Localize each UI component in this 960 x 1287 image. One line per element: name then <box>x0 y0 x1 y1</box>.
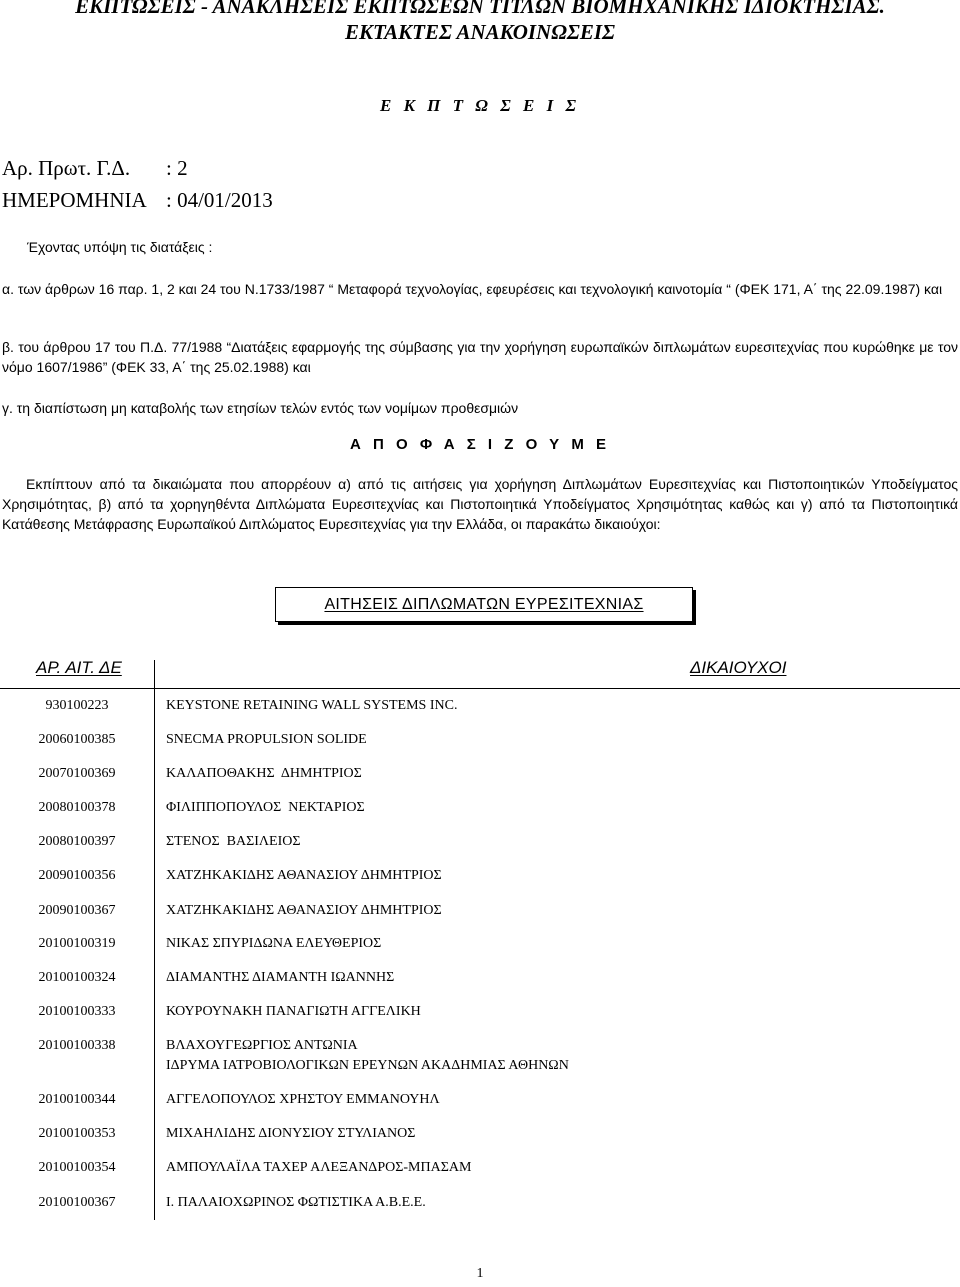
ruling-paragraph: Εκπίπτουν από τα δικαιώματα που απορρέουν α) από τις αιτήσεις για χορήγηση Διπλωμάτων Ευρεσιτεχνίας και Πιστοποιητικών Υποδείγματος Χρησιμότητας, β) από τα χορηγηθέντα Διπλώματα Ευρεσιτεχνίας και Πιστοποιητικά Υποδείγματος Χρησιμότητας καθώς και γ) από τα Πιστοποιητικά Κατάθεσης Μετάφρασης Ευρωπαϊκού Διπλώματος Ευρεσιτεχνίας για την Ελλάδα, οι παρακάτω δικαιούχοι: <box>2 476 958 532</box>
table-row-number: 20080100397 <box>38 834 116 849</box>
table-row-holder: ΑΓΓΕΛΟΠΟΥΛΟΣ ΧΡΗΣΤΟΥ ΕΜΜΑΝΟΥΗΛ <box>166 1092 440 1107</box>
table-row-number: 20100100333 <box>38 1004 116 1019</box>
table-row-holder: ΦΙΛΙΠΠΟΠΟΥΛΟΣ ΝΕΚΤΑΡΙΟΣ <box>166 800 365 815</box>
column-header-holders: ΔΙΚΑΙΟΥΧΟΙ <box>690 658 787 677</box>
table-row-holder: ΚΑΛΑΠΟΘΑΚΗΣ ΔΗΜΗΤΡΙΟΣ <box>166 766 362 781</box>
table-row-number: 20100100367 <box>38 1195 116 1210</box>
table-row-holder: SNECMA PROPULSION SOLIDE <box>166 732 367 747</box>
date-label: ΗΜΕΡΟΜΗΝΙΑ <box>2 188 147 212</box>
header-title-line2: ΕΚΤΑΚΤΕΣ ΑΝΑΚΟΙΝΩΣΕΙΣ <box>344 20 616 44</box>
protocol-label: Αρ. Πρωτ. Γ.Δ. <box>2 156 131 180</box>
section-heading: Ε Κ Π Τ Ω Σ Ε Ι Σ <box>380 96 580 115</box>
table-row-number: 20070100369 <box>38 766 116 781</box>
table-row-holder: ΧΑΤΖΗΚΑΚΙΔΗΣ ΑΘΑΝΑΣΙΟΥ ΔΗΜΗΤΡΙΟΣ <box>166 868 442 883</box>
considering-line: Έχοντας υπόψη τις διατάξεις : <box>27 239 213 255</box>
table-row-number: 20100100338 <box>38 1038 116 1053</box>
table-row-number: 20100100344 <box>38 1092 116 1107</box>
table-row-number: 20100100354 <box>38 1160 116 1175</box>
table-row-number: 20100100353 <box>38 1126 116 1141</box>
table-row-holder: ΧΑΤΖΗΚΑΚΙΔΗΣ ΑΘΑΝΑΣΙΟΥ ΔΗΜΗΤΡΙΟΣ <box>166 903 442 918</box>
table-row-holder: ΑΜΠΟΥΛΑΪΛΑ ΤΑΧΕΡ ΑΛΕΞΑΝΔΡΟΣ-ΜΠΑΣΑΜ <box>166 1160 472 1175</box>
table-row-holder-secondary: ΙΔΡΥΜΑ ΙΑΤΡΟΒΙΟΛΟΓΙΚΩΝ ΕΡΕΥΝΩΝ ΑΚΑΔΗΜΙΑΣ ΑΘΗΝΩΝ <box>166 1058 569 1073</box>
table-row-holder: ΒΛΑΧΟΥΓΕΩΡΓΙΟΣ ΑΝΤΩΝΙΑ <box>166 1038 358 1053</box>
paragraph-c: γ. τη διαπίστωση μη καταβολής των ετησίων τελών εντός των νομίμων προθεσμιών <box>2 400 519 416</box>
protocol-number <box>2 156 188 180</box>
page-number: 1 <box>476 1266 484 1281</box>
table-row-number: 20080100378 <box>38 800 116 815</box>
column-header-number: ΑΡ. ΑΙΤ. ΔΕ <box>36 658 122 677</box>
paragraph-a: α. των άρθρων 16 παρ. 1, 2 και 24 του Ν.1733/1987 “ Μεταφορά τεχνολογίας, εφευρέσεις και τεχνολογική καινοτομία “ (ΦΕΚ 171, Α΄ της 22.09.1987) και <box>2 281 943 297</box>
table-row-number: 20090100367 <box>38 903 116 918</box>
table-row-number: 20090100356 <box>38 868 116 883</box>
table-header-rule <box>0 688 960 689</box>
table-row-holder: Ι. ΠΑΛΑΙΟΧΩΡΙΝΟΣ ΦΩΤΙΣΤΙΚΑ Α.Β.Ε.Ε. <box>166 1195 426 1210</box>
table-row-number: 20100100319 <box>38 936 116 951</box>
document-date <box>2 188 273 212</box>
table-column-divider <box>154 660 155 1220</box>
table-row-holder: ΝΙΚΑΣ ΣΠΥΡΙΔΩΝΑ ΕΛΕΥΘΕΡΙΟΣ <box>166 936 382 951</box>
protocol-value: : 2 <box>166 156 188 180</box>
table-row-holder: ΔΙΑΜΑΝΤΗΣ ΔΙΑΜΑΝΤΗ ΙΩΑΝΝΗΣ <box>166 970 395 985</box>
paragraph-b: β. του άρθρου 17 του Π.Δ. 77/1988 “Διατάξεις εφαρμογής της σύμβασης για την χορήγηση ευρωπαϊκών διπλωμάτων ευρεσιτεχνίας που κυρώθηκε με τον νόμο 1607/1986” (ΦΕΚ 33, Α΄ της 25.02.1988) και <box>2 339 958 375</box>
table-row-holder: ΚΟΥΡΟΥΝΑΚΗ ΠΑΝΑΓΙΩΤΗ ΑΓΓΕΛΙΚΗ <box>166 1004 421 1019</box>
table-row-holder: ΣΤΕΝΟΣ ΒΑΣΙΛΕΙΟΣ <box>166 834 301 849</box>
table-row-number: 20060100385 <box>38 732 116 747</box>
decision-heading: Α Π Ο Φ Α Σ Ι Ζ Ο Υ Μ Ε <box>350 436 610 453</box>
table-row-holder: ΜΙΧΑΗΛΙΔΗΣ ΔΙΟΝΥΣΙΟΥ ΣΤΥΛΙΑΝΟΣ <box>166 1126 416 1141</box>
table-row-holder: KEYSTONE RETAINING WALL SYSTEMS INC. <box>166 698 458 713</box>
table-row-number: 930100223 <box>45 698 109 713</box>
table-row-number: 20100100324 <box>38 970 116 985</box>
date-value: : 04/01/2013 <box>166 188 273 212</box>
header-title-line1: ΕΚΠΤΩΣΕΙΣ - ΑΝΑΚΛΗΣΕΙΣ ΕΚΠΤΩΣΕΩΝ ΤΙΤΛΩΝ ΒΙΟΜΗΧΑΝΙΚΗΣ ΙΔΙΟΚΤΗΣΙΑΣ. <box>75 0 885 18</box>
applications-section-box: ΑΙΤΗΣΕΙΣ ΔΙΠΛΩΜΑΤΩΝ ΕΥΡΕΣΙΤΕΧΝΙΑΣ <box>275 587 693 622</box>
